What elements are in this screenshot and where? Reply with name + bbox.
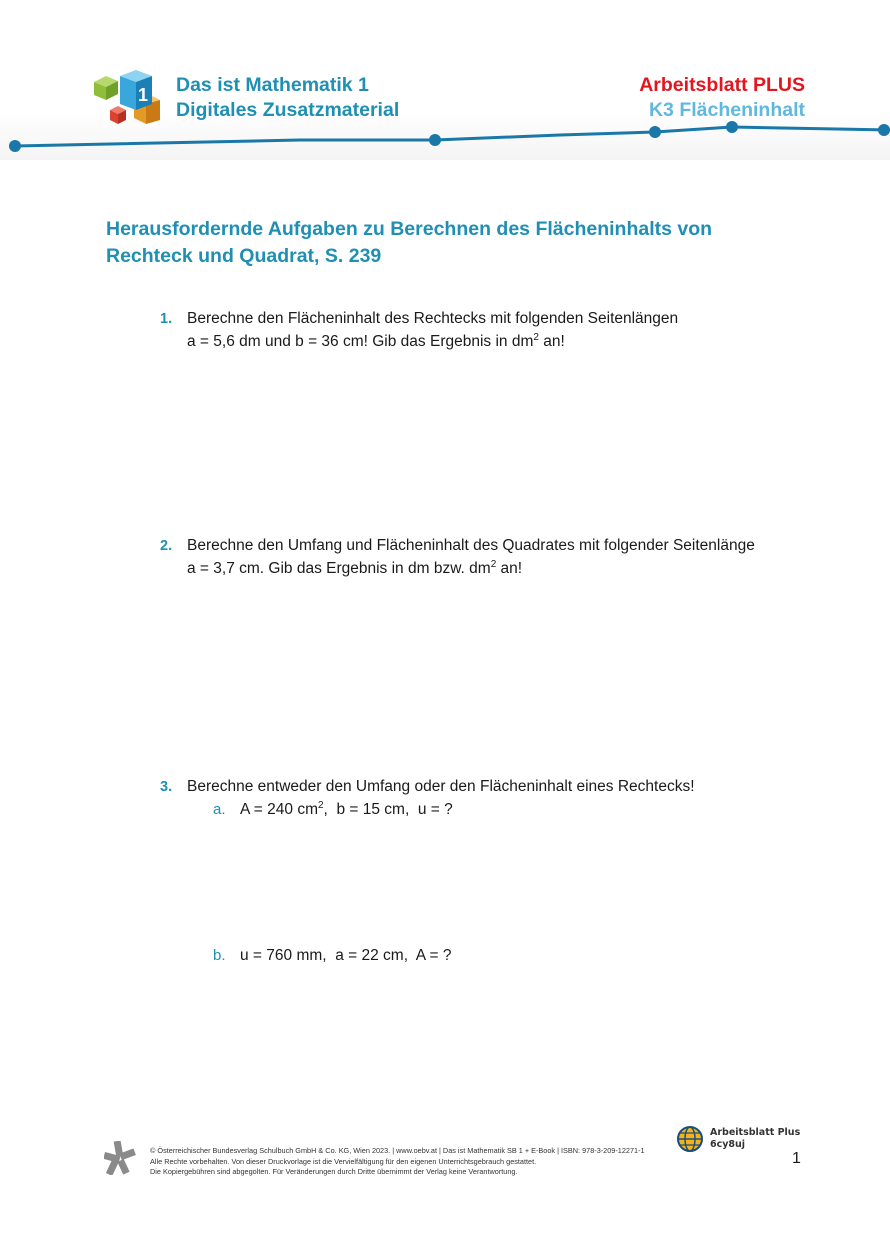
task-1-line1: Berechne den Flächeninhalt des Rechtecks mit folgenden Seitenlängen: [187, 310, 679, 327]
task-3b-text: u = 760 mm, a = 22 cm, A = ?: [240, 947, 452, 964]
page-title: [106, 216, 806, 270]
task-3-line1: Berechne entweder den Umfang oder den Flächeninhalt eines Rechtecks!: [187, 778, 695, 795]
plus-badge-title: Arbeitsblatt Plus: [710, 1127, 801, 1138]
task-3a-text: A = 240 $cm^2$, b = 15 cm, u = ?: [240, 800, 453, 818]
sheet-type: Arbeitsblatt PLUS: [639, 74, 805, 96]
copyright-line3: Die Kopiergebühren sind abgegolten. Für Veränderungen durch Dritte übernimmt der Verlag keine Verantwortung.: [150, 1167, 518, 1176]
page-title-line1: Herausfordernde Aufgaben zu Berechnen des Flächeninhalts von: [106, 218, 713, 240]
task-3b-letter: b.: [213, 947, 226, 964]
book-title-line1: Das ist Mathematik 1: [176, 74, 369, 96]
task-1-line2: a = 5,6 dm und b = 36 cm! Gib das Ergebnis in $dm^2$ an!: [187, 332, 565, 350]
globe-icon: [676, 1125, 704, 1153]
cubes-logo-icon: [92, 68, 162, 128]
copyright-line1: © Österreichischer Bundesverlag Schulbuch GmbH & Co. KG, Wien 2023. | www.oebv.at | Das ist Mathematik SB 1 + E-Book | ISBN: 978-3-209-12271-1: [150, 1146, 645, 1155]
task-1-number: 1.: [160, 311, 173, 327]
page-number: 1: [792, 1150, 801, 1167]
task-2-number: 2.: [160, 538, 173, 554]
oebv-logo-icon: [104, 1141, 136, 1175]
copyright-notice: [150, 1146, 645, 1178]
header: [0, 0, 890, 165]
book-title: [176, 73, 399, 123]
sheet-label: [639, 73, 805, 123]
task-3a-letter: a.: [213, 801, 226, 818]
copyright-line2: Alle Rechte vorbehalten. Von dieser Druckvorlage ist die Vervielfältigung für den eigenen Unterrichtsgebrauch gestattet.: [150, 1156, 537, 1166]
arbeitsblatt-plus-badge[interactable]: [676, 1124, 801, 1154]
task-3-number: 3.: [160, 779, 173, 795]
task-2-line1: Berechne den Umfang und Flächeninhalt des Quadrates mit folgender Seitenlänge: [187, 537, 755, 554]
plus-badge-code: 6cy8uj: [710, 1139, 746, 1150]
logo-digit: 1: [138, 85, 149, 105]
book-title-line2: Digitales Zusatzmaterial: [176, 99, 400, 121]
page-title-line2: Rechteck und Quadrat, S. 239: [106, 245, 382, 267]
sheet-topic: K3 Flächeninhalt: [648, 99, 805, 121]
task-2-line2: a = 3,7 cm. Gib das Ergebnis in dm bzw. $dm^2$ an!: [187, 559, 523, 577]
